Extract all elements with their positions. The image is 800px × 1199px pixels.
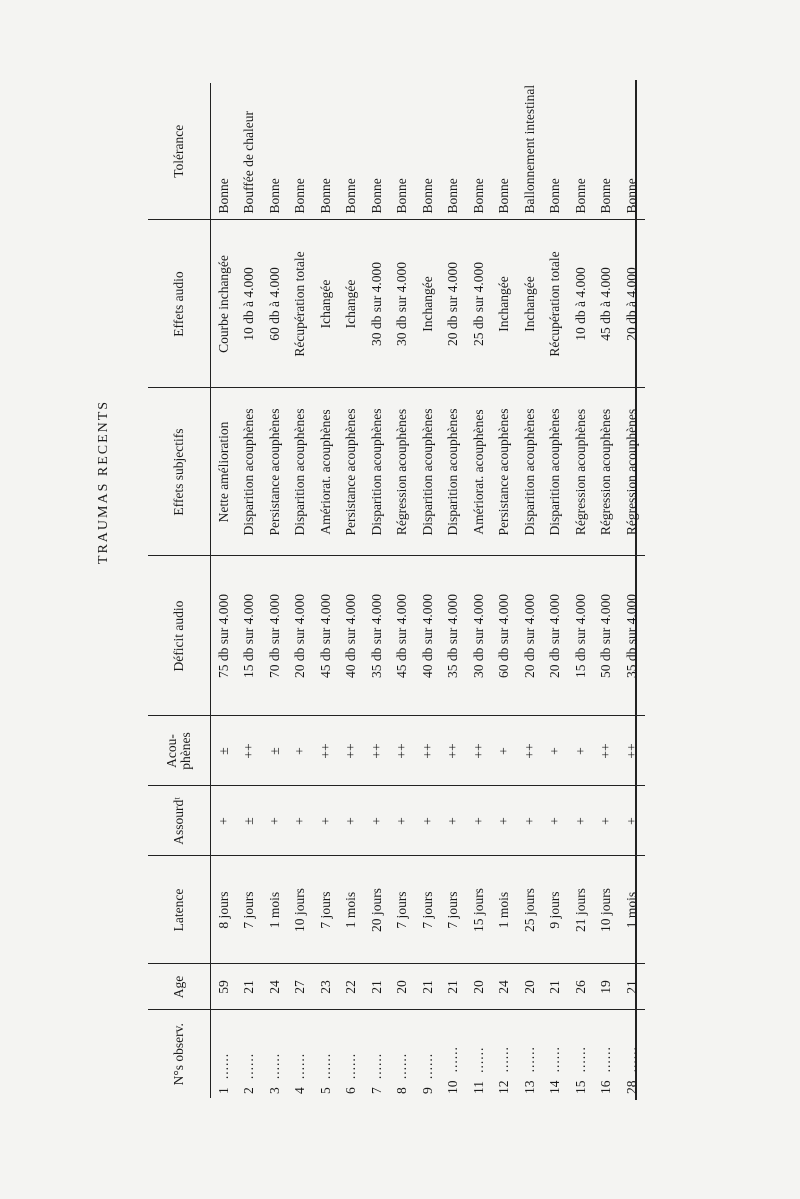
cell-age: 59 bbox=[211, 964, 237, 1010]
cell-deficit: 20 db sur 4.000 bbox=[288, 556, 314, 716]
cell-latence: 25 jours bbox=[517, 856, 543, 964]
cell-assourd: + bbox=[543, 786, 569, 856]
table-row bbox=[466, 83, 492, 1098]
cell-effets-subjectifs: Disparition acouphènes bbox=[288, 388, 314, 556]
cell-acouphenes: + bbox=[568, 716, 594, 786]
cell-deficit: 40 db sur 4.000 bbox=[339, 556, 365, 716]
cell-age: 23 bbox=[313, 964, 339, 1010]
cell-assourd: + bbox=[262, 786, 288, 856]
table-row bbox=[313, 83, 339, 1098]
observation-number: 7 bbox=[368, 1087, 384, 1094]
cell-tolerance: Bouffée de chaleur bbox=[237, 83, 263, 220]
cell-effets-subjectifs: Persistance acouphènes bbox=[339, 388, 365, 556]
cell-effets-subjectifs: Nette amélioration bbox=[211, 388, 237, 556]
cell-tolerance: Bonne bbox=[415, 83, 441, 220]
header-latence: Latence bbox=[148, 856, 211, 964]
cell-latence: 7 jours bbox=[415, 856, 441, 964]
observation-number: 28 bbox=[623, 1080, 639, 1094]
leader-dots: ...... bbox=[521, 1046, 537, 1073]
cell-effets-audio: Récupération totale bbox=[543, 220, 569, 388]
header-observ: N°s observ. bbox=[148, 1010, 211, 1098]
cell-assourd: + bbox=[313, 786, 339, 856]
table-row bbox=[390, 83, 416, 1098]
leader-dots: ...... bbox=[292, 1052, 308, 1080]
cell-num bbox=[364, 1010, 390, 1098]
cell-tolerance: Bonne bbox=[211, 83, 237, 220]
table-row bbox=[288, 83, 314, 1098]
cell-latence: 1 mois bbox=[619, 856, 645, 964]
cell-tolerance: Bonne bbox=[313, 83, 339, 220]
cell-num bbox=[466, 1010, 492, 1098]
header-deficit: Déficit audio bbox=[148, 556, 211, 716]
leader-dots: ...... bbox=[445, 1046, 461, 1073]
cell-effets-subjectifs: Amériorat. acouphènes bbox=[466, 388, 492, 556]
cell-latence: 21 jours bbox=[568, 856, 594, 964]
cell-acouphenes: ++ bbox=[364, 716, 390, 786]
cell-latence: 10 jours bbox=[594, 856, 620, 964]
observation-number: 3 bbox=[266, 1087, 282, 1094]
cell-effets-subjectifs: Régression acouphènes bbox=[619, 388, 645, 556]
cell-latence: 7 jours bbox=[313, 856, 339, 964]
cell-acouphenes: ++ bbox=[466, 716, 492, 786]
cell-num bbox=[415, 1010, 441, 1098]
cell-deficit: 20 db sur 4.000 bbox=[543, 556, 569, 716]
cell-acouphenes: ± bbox=[262, 716, 288, 786]
cell-effets-audio: 25 db sur 4.000 bbox=[466, 220, 492, 388]
leader-dots: ...... bbox=[215, 1052, 231, 1080]
leader-dots: ...... bbox=[266, 1052, 282, 1080]
cell-age: 20 bbox=[390, 964, 416, 1010]
observation-number: 11 bbox=[470, 1081, 486, 1094]
cell-acouphenes: ++ bbox=[415, 716, 441, 786]
cell-tolerance: Bonne bbox=[288, 83, 314, 220]
cell-assourd: + bbox=[390, 786, 416, 856]
cell-deficit: 15 db sur 4.000 bbox=[568, 556, 594, 716]
leader-dots: ...... bbox=[496, 1046, 512, 1073]
cell-acouphenes: ± bbox=[211, 716, 237, 786]
cell-effets-audio: 60 db à 4.000 bbox=[262, 220, 288, 388]
header-acouphenes-line2: phènes bbox=[178, 732, 193, 770]
cell-tolerance: Bonne bbox=[492, 83, 518, 220]
observation-number: 10 bbox=[445, 1080, 461, 1094]
cell-acouphenes: ++ bbox=[619, 716, 645, 786]
cell-num bbox=[390, 1010, 416, 1098]
observation-number: 1 bbox=[215, 1087, 231, 1094]
cell-acouphenes: ++ bbox=[339, 716, 365, 786]
header-acouphenes-line1: Acou- bbox=[163, 734, 179, 768]
cell-num bbox=[313, 1010, 339, 1098]
cell-tolerance: Ballonnement intestinal bbox=[517, 83, 543, 220]
header-age: Age bbox=[148, 964, 211, 1010]
cell-effets-subjectifs: Disparition acouphènes bbox=[415, 388, 441, 556]
cell-effets-audio: 30 db sur 4.000 bbox=[390, 220, 416, 388]
traumas-table bbox=[148, 83, 645, 1098]
cell-effets-subjectifs: Persistance acouphènes bbox=[262, 388, 288, 556]
table-row bbox=[517, 83, 543, 1098]
cell-assourd: + bbox=[288, 786, 314, 856]
cell-assourd: + bbox=[619, 786, 645, 856]
header-effets-audio: Effets audio bbox=[148, 220, 211, 388]
cell-age: 21 bbox=[619, 964, 645, 1010]
cell-num bbox=[594, 1010, 620, 1098]
leader-dots: ...... bbox=[419, 1052, 435, 1080]
cell-acouphenes: ++ bbox=[517, 716, 543, 786]
cell-effets-audio: Inchangée bbox=[415, 220, 441, 388]
cell-effets-audio: 20 db sur 4.000 bbox=[441, 220, 467, 388]
cell-assourd: + bbox=[364, 786, 390, 856]
cell-deficit: 35 db sur 4.000 bbox=[364, 556, 390, 716]
table-row bbox=[594, 83, 620, 1098]
cell-deficit: 40 db sur 4.000 bbox=[415, 556, 441, 716]
cell-effets-subjectifs: Persistance acouphènes bbox=[492, 388, 518, 556]
cell-assourd: + bbox=[211, 786, 237, 856]
cell-effets-subjectifs: Disparition acouphènes bbox=[517, 388, 543, 556]
leader-dots: ...... bbox=[470, 1046, 486, 1073]
table-row bbox=[262, 83, 288, 1098]
leader-dots: ...... bbox=[623, 1046, 639, 1073]
cell-latence: 15 jours bbox=[466, 856, 492, 964]
table-row bbox=[543, 83, 569, 1098]
table-row bbox=[237, 83, 263, 1098]
cell-latence: 7 jours bbox=[237, 856, 263, 964]
cell-effets-subjectifs: Disparition acouphènes bbox=[543, 388, 569, 556]
cell-tolerance: Bonne bbox=[568, 83, 594, 220]
cell-age: 24 bbox=[492, 964, 518, 1010]
header-effets-subjectifs: Effets subjectifs bbox=[148, 388, 211, 556]
observation-number: 12 bbox=[496, 1080, 512, 1094]
cell-assourd: + bbox=[594, 786, 620, 856]
cell-tolerance: Bonne bbox=[339, 83, 365, 220]
cell-age: 21 bbox=[441, 964, 467, 1010]
cell-tolerance: Bonne bbox=[364, 83, 390, 220]
leader-dots: ...... bbox=[572, 1046, 588, 1073]
leader-dots: ...... bbox=[241, 1052, 257, 1080]
cell-age: 27 bbox=[288, 964, 314, 1010]
table-row bbox=[568, 83, 594, 1098]
cell-deficit: 45 db sur 4.000 bbox=[390, 556, 416, 716]
cell-effets-subjectifs: Amériorat. acouphènes bbox=[313, 388, 339, 556]
cell-effets-audio: Inchangée bbox=[517, 220, 543, 388]
cell-effets-subjectifs: Disparition acouphènes bbox=[364, 388, 390, 556]
cell-tolerance: Bonne bbox=[262, 83, 288, 220]
page-title: TRAUMAS RECENTS bbox=[96, 399, 111, 565]
cell-effets-audio: 10 db à 4.000 bbox=[237, 220, 263, 388]
cell-deficit: 75 db sur 4.000 bbox=[211, 556, 237, 716]
cell-num bbox=[568, 1010, 594, 1098]
cell-effets-subjectifs: Régression acouphènes bbox=[568, 388, 594, 556]
header-acouphenes bbox=[148, 716, 211, 786]
cell-deficit: 45 db sur 4.000 bbox=[313, 556, 339, 716]
header-tolerance: Tolérance bbox=[148, 83, 211, 220]
cell-deficit: 35 db sur 4.000 bbox=[441, 556, 467, 716]
cell-acouphenes: ++ bbox=[441, 716, 467, 786]
observation-number: 13 bbox=[521, 1080, 537, 1094]
observation-number: 9 bbox=[419, 1087, 435, 1094]
cell-latence: 1 mois bbox=[262, 856, 288, 964]
cell-age: 21 bbox=[543, 964, 569, 1010]
cell-age: 22 bbox=[339, 964, 365, 1010]
table-row bbox=[415, 83, 441, 1098]
cell-effets-audio: Ichangée bbox=[339, 220, 365, 388]
cell-num bbox=[517, 1010, 543, 1098]
cell-effets-subjectifs: Disparition acouphènes bbox=[441, 388, 467, 556]
cell-effets-subjectifs: Régression acouphènes bbox=[390, 388, 416, 556]
cell-age: 20 bbox=[517, 964, 543, 1010]
cell-num bbox=[288, 1010, 314, 1098]
leader-dots: ...... bbox=[317, 1052, 333, 1080]
cell-effets-audio: Ichangée bbox=[313, 220, 339, 388]
observation-number: 15 bbox=[572, 1080, 588, 1094]
cell-deficit: 50 db sur 4.000 bbox=[594, 556, 620, 716]
table-row bbox=[441, 83, 467, 1098]
observation-number: 16 bbox=[598, 1080, 614, 1094]
cell-deficit: 30 db sur 4.000 bbox=[466, 556, 492, 716]
cell-effets-audio: Inchangée bbox=[492, 220, 518, 388]
cell-assourd: + bbox=[339, 786, 365, 856]
observation-number: 14 bbox=[547, 1080, 563, 1094]
cell-num bbox=[262, 1010, 288, 1098]
table-row bbox=[364, 83, 390, 1098]
cell-assourd: + bbox=[415, 786, 441, 856]
cell-age: 20 bbox=[466, 964, 492, 1010]
cell-latence: 9 jours bbox=[543, 856, 569, 964]
cell-age: 21 bbox=[237, 964, 263, 1010]
cell-latence: 1 mois bbox=[339, 856, 365, 964]
observation-number: 8 bbox=[394, 1087, 410, 1094]
cell-num bbox=[441, 1010, 467, 1098]
cell-num bbox=[339, 1010, 365, 1098]
cell-num bbox=[492, 1010, 518, 1098]
cell-acouphenes: ++ bbox=[390, 716, 416, 786]
cell-effets-audio: Courbe inchangée bbox=[211, 220, 237, 388]
cell-deficit: 35 db sur 4.000 bbox=[619, 556, 645, 716]
table-row bbox=[619, 83, 645, 1098]
leader-dots: ...... bbox=[547, 1046, 563, 1073]
cell-assourd: + bbox=[441, 786, 467, 856]
cell-assourd: + bbox=[466, 786, 492, 856]
cell-acouphenes: ++ bbox=[594, 716, 620, 786]
cell-latence: 7 jours bbox=[441, 856, 467, 964]
cell-effets-subjectifs: Disparition acouphènes bbox=[237, 388, 263, 556]
cell-tolerance: Bonne bbox=[466, 83, 492, 220]
cell-effets-audio: Récupération totale bbox=[288, 220, 314, 388]
cell-latence: 1 mois bbox=[492, 856, 518, 964]
cell-effets-audio: 10 db à 4.000 bbox=[568, 220, 594, 388]
cell-acouphenes: + bbox=[543, 716, 569, 786]
cell-deficit: 20 db sur 4.000 bbox=[517, 556, 543, 716]
cell-num bbox=[543, 1010, 569, 1098]
cell-tolerance: Bonne bbox=[619, 83, 645, 220]
cell-effets-audio: 30 db sur 4.000 bbox=[364, 220, 390, 388]
leader-dots: ...... bbox=[343, 1052, 359, 1080]
cell-tolerance: Bonne bbox=[390, 83, 416, 220]
cell-deficit: 15 db sur 4.000 bbox=[237, 556, 263, 716]
cell-deficit: 70 db sur 4.000 bbox=[262, 556, 288, 716]
table-row bbox=[339, 83, 365, 1098]
table-body bbox=[211, 83, 645, 1098]
cell-assourd: + bbox=[517, 786, 543, 856]
cell-latence: 8 jours bbox=[211, 856, 237, 964]
cell-age: 21 bbox=[415, 964, 441, 1010]
header-row bbox=[148, 83, 211, 1098]
cell-assourd: + bbox=[492, 786, 518, 856]
table-row bbox=[492, 83, 518, 1098]
cell-latence: 20 jours bbox=[364, 856, 390, 964]
leader-dots: ...... bbox=[394, 1052, 410, 1080]
observation-number: 5 bbox=[317, 1087, 333, 1094]
cell-age: 26 bbox=[568, 964, 594, 1010]
cell-tolerance: Bonne bbox=[543, 83, 569, 220]
cell-effets-audio: 20 db à 4.000 bbox=[619, 220, 645, 388]
cell-effets-subjectifs: Régression acouphènes bbox=[594, 388, 620, 556]
cell-effets-audio: 45 db à 4.000 bbox=[594, 220, 620, 388]
cell-acouphenes: + bbox=[288, 716, 314, 786]
cell-num bbox=[211, 1010, 237, 1098]
table-row bbox=[211, 83, 237, 1098]
cell-latence: 10 jours bbox=[288, 856, 314, 964]
cell-tolerance: Bonne bbox=[441, 83, 467, 220]
cell-age: 21 bbox=[364, 964, 390, 1010]
cell-acouphenes: ++ bbox=[313, 716, 339, 786]
cell-deficit: 60 db sur 4.000 bbox=[492, 556, 518, 716]
cell-age: 24 bbox=[262, 964, 288, 1010]
observation-number: 2 bbox=[241, 1087, 257, 1094]
cell-age: 19 bbox=[594, 964, 620, 1010]
cell-assourd: ± bbox=[237, 786, 263, 856]
observation-number: 6 bbox=[343, 1087, 359, 1094]
cell-latence: 7 jours bbox=[390, 856, 416, 964]
header-assourd: Assourdᵗ bbox=[148, 786, 211, 856]
cell-num bbox=[619, 1010, 645, 1098]
cell-num bbox=[237, 1010, 263, 1098]
leader-dots: ...... bbox=[368, 1052, 384, 1080]
observation-number: 4 bbox=[292, 1087, 308, 1094]
cell-tolerance: Bonne bbox=[594, 83, 620, 220]
cell-assourd: + bbox=[568, 786, 594, 856]
table-container bbox=[148, 83, 638, 1098]
cell-acouphenes: ++ bbox=[237, 716, 263, 786]
cell-acouphenes: + bbox=[492, 716, 518, 786]
leader-dots: ...... bbox=[598, 1046, 614, 1073]
